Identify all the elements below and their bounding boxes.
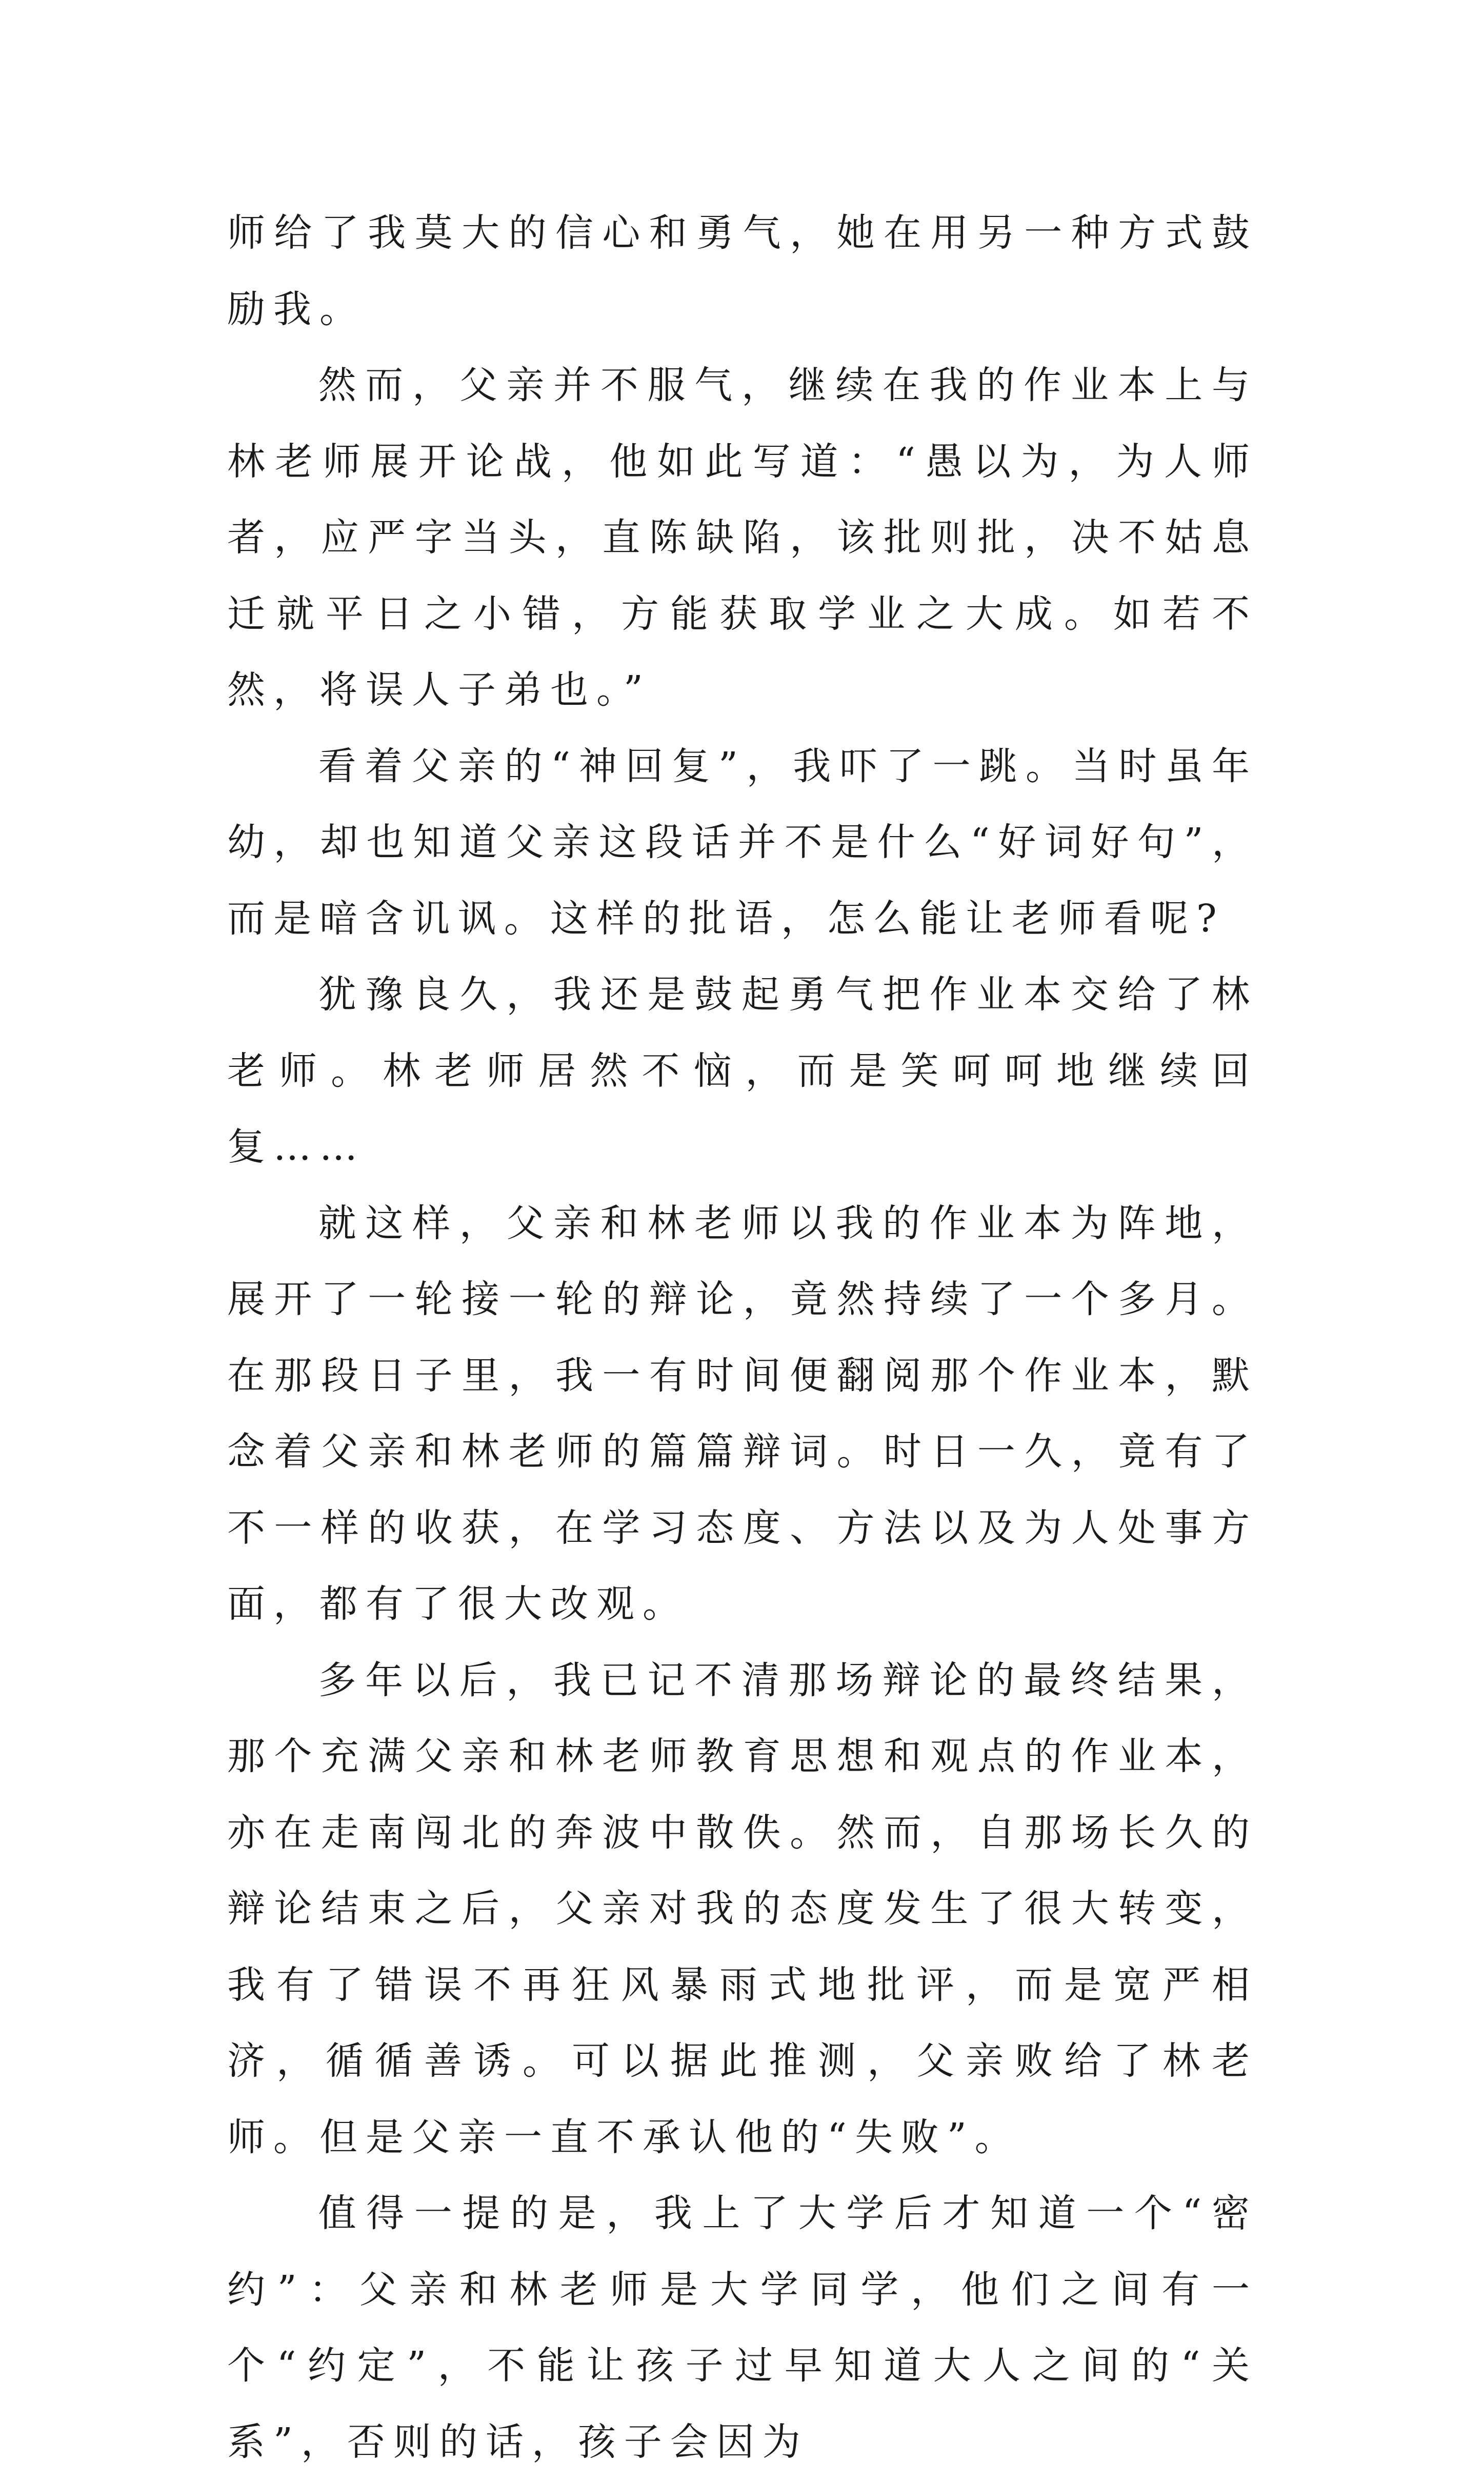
paragraph-1: 师给了我莫大的信心和勇气，她在用另一种方式鼓励我。 (227, 211, 1258, 331)
paragraph-5: 就这样，父亲和林老师以我的作业本为阵地，展开了一轮接一轮的辩论，竟然持续了一个多月。在那段日子里，我一有时间便翻阅那个作业本，默念着父亲和林老师的篇篇辩词。时日一久，竟有了不一样的收获，在学习态度、方法以及为人处事方面，都有了很大改观。 (227, 1201, 1258, 1626)
article-body (227, 195, 1258, 2480)
paragraph-7: 值得一提的是，我上了大学后才知道一个“密约”：父亲和林老师是大学同学，他们之间有一个“约定”，不能让孩子过早知道大人之间的“关系”，否则的话，孩子会因为 (227, 2191, 1258, 2464)
paragraph-2: 然而，父亲并不服气，继续在我的作业本上与林老师展开论战，他如此写道：“愚以为，为人师者，应严字当头，直陈缺陷，该批则批，决不姑息迁就平日之小错，方能获取学业之大成。如若不然，将误人子弟也。” (227, 363, 1258, 712)
paragraph-4: 犹豫良久，我还是鼓起勇气把作业本交给了林老师。林老师居然不恼，而是笑呵呵地继续回复…… (227, 973, 1258, 1169)
paragraph-6: 多年以后，我已记不清那场辩论的最终结果，那个充满父亲和林老师教育思想和观点的作业本，亦在走南闯北的奔波中散佚。然而，自那场长久的辩论结束之后，父亲对我的态度发生了很大转变，我有了错误不再狂风暴雨式地批评，而是宽严相济，循循善诱。可以据此推测，父亲败给了林老师。但是父亲一直不承认他的“失败”。 (227, 1658, 1258, 2159)
paragraph-3: 看着父亲的“神回复”，我吓了一跳。当时虽年幼，却也知道父亲这段话并不是什么“好词好句”，而是暗含讥讽。这样的批语，怎么能让老师看呢? (227, 744, 1258, 941)
